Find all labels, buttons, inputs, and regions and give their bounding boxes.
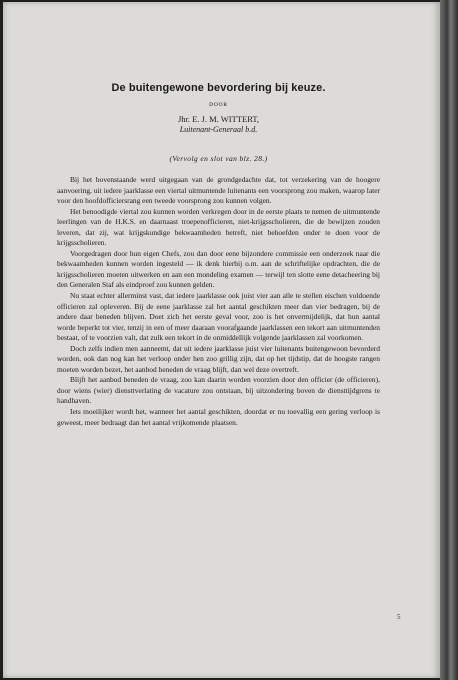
paragraph: Bij het bovenstaande werd uitgegaan van de grondgedachte dat, tot verzekering van de hoogere aanvoering, uit iedere jaarklasse een viertal uitmuntende luitenants een voorsprong zou maken, waarop later voor den hoofdofficiersrang een tweede voorsprong zou kunnen volgen.	[57, 175, 380, 206]
article-body	[57, 175, 380, 428]
article-title: De buitengewone bevordering bij keuze.	[111, 82, 326, 94]
byline-label: DOOR	[209, 102, 228, 108]
paragraph: Doch zelfs indien men aanneemt, dat uit iedere jaarklasse juist vier luitenants buitengewoon bevorderd worden, ook dan nog kan het verloop onder hen zoo grillig zijn, dat op het tijdstip, dat de hoogste rangen moeten worden bezet, het aanbod beneden de vraag blijft, dan wel deze overtreft.	[57, 343, 380, 374]
book-spine-edge	[440, 0, 458, 680]
page-number: 5	[397, 613, 401, 621]
paragraph: Het benoodigde viertal zou kunnen worden verkregen door in de eerste plaats te nemen de uitmuntende leerlingen van de H.K.S. en daarnaast troepenofficieren, niet-krijgsscholieren, die de bewijzen zouden leveren, dat zij, wat krijgskundige bekwaamheden betreft, niet behoefden onder te doen voor de krijgsscholieren.	[57, 206, 380, 248]
paragraph: Blijft het aanbod beneden de vraag, zoo kan daarin worden voorzien door den officier (de officieren), door wiens (wier) diensttverlating de vacature zou ontstaan, bij uitzondering boven de diensttijdgrens te handhaven.	[57, 375, 380, 406]
paragraph: Voorgedragen door hun eigen Chefs, zou dan door eene bijzondere commissie een onderzoek naar die bekwaamheden kunnen worden ingesteld — ik denk hierbij o.m. aan de schriftelijke opdrachten, die de krijgsscholieren moeten uitwerken en aan een mondeling examen — terwijl ten slotte eene detacheering bij den Generalen Staf als eindproef zou kunnen gelden.	[57, 248, 380, 290]
book-page	[3, 2, 440, 678]
author-rank: Luitenant-Generaal b.d.	[179, 125, 258, 134]
article	[57, 82, 380, 428]
paragraph: Nu staat echter allerminst vast, dat iedere jaarklasse ook juist vier aan alle te stellen eischen voldoende officieren zal opleveren. Bij de eene jaarklasse zal het aantal geschikten meer dan vier bedragen, bij de andere daar beneden blijven. Doet zich het eerste geval voor, zoo is het onvermijdelijk, dat hun aantal worde beperkt tot vier, tenzij in een of meer daaraan voorafgaande jaarklassen een tekort aan uitmuntenden bestaat, of te voorzien valt, dat zulk een tekort in de onmiddellijk volgende jaarklassen zal voorkomen.	[57, 291, 380, 343]
continuation-note: (Vervolg en slot van blz. 28.)	[169, 154, 268, 163]
author-name: Jhr. E. J. M. WITTERT,	[177, 114, 260, 124]
paragraph: Iets moeilijker wordt het, wanneer het aantal geschikten, doordat er nu toevallig een gering verloop is geweest, meer bedraagt dan het aantal vrijkomende plaatsen.	[57, 407, 380, 427]
